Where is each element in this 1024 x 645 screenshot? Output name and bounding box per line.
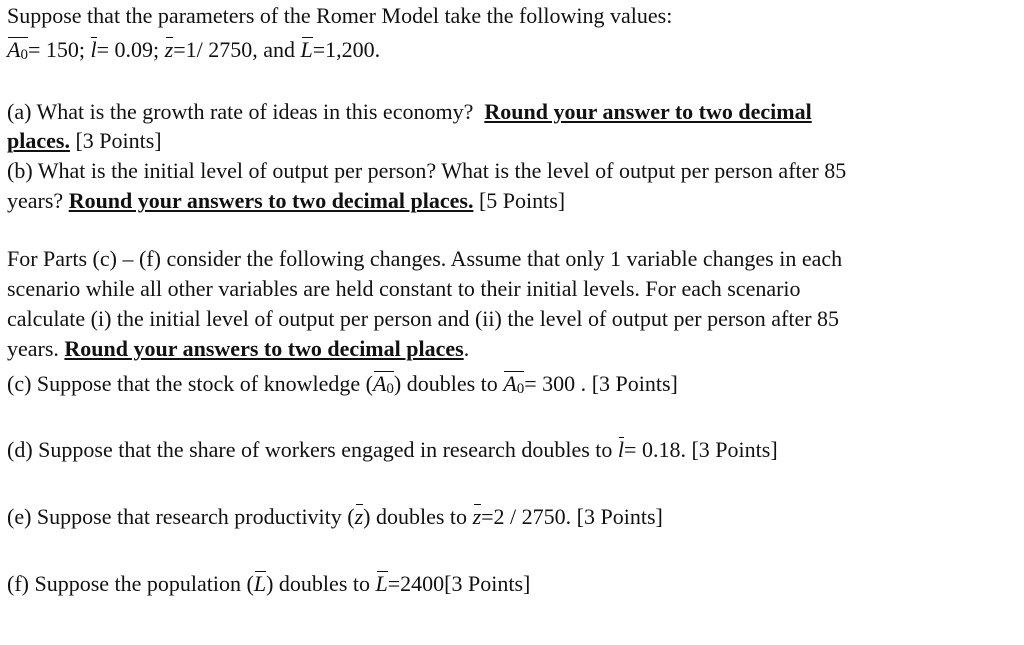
z-bar-symbol: z <box>164 37 174 62</box>
part-a-line-1: (a) What is the growth rate of ideas in this economy? Round your answer to two decimal <box>7 99 812 124</box>
a-bar-symbol: A0 <box>373 371 394 402</box>
z-bar-symbol: z <box>472 504 482 529</box>
part-f: (f) Suppose the population (L) doubles to L=2400[3 Points] <box>7 571 531 596</box>
part-b-line-1: (b) What is the initial level of output per person? What is the level of output per person after 85 <box>7 158 847 183</box>
l-value: = 0.09; <box>96 37 160 62</box>
part-a-line-2: places. [3 Points] <box>7 128 162 153</box>
a-bar-symbol: A0 <box>7 37 28 68</box>
cf-intro-line-1: For Parts (c) – (f) consider the following changes. Assume that only 1 variable changes in each <box>7 246 843 271</box>
intro-line-1: Suppose that the parameters of the Romer Model take the following values: <box>7 3 673 28</box>
z-bar-symbol: z <box>354 504 364 529</box>
cf-intro-line-3: calculate (i) the initial level of output per person and (ii) the level of output per person after 85 <box>7 306 840 331</box>
part-e: (e) Suppose that research productivity (z) doubles to z=2 / 2750. [3 Points] <box>7 504 663 529</box>
cf-intro-line-4: years. Round your answers to two decimal places. <box>7 336 470 361</box>
l-bar-symbol: l <box>617 437 625 462</box>
a-value: = 150; <box>27 37 85 62</box>
cf-intro-line-2: scenario while all other variables are held constant to their initial levels. For each scenario <box>7 276 801 301</box>
L-bar-symbol: L <box>300 37 313 62</box>
part-a-emphasis-cont: places. <box>7 128 70 153</box>
part-a-emphasis: Round your answer to two decimal <box>484 99 812 124</box>
part-b-line-2: years? Round your answers to two decimal places. [5 Points] <box>7 188 566 213</box>
L-bar-symbol: L <box>253 571 267 596</box>
L-value: =1,200. <box>312 37 381 62</box>
part-d: (d) Suppose that the share of workers engaged in research doubles to l= 0.18. [3 Points] <box>7 437 778 462</box>
part-c: (c) Suppose that the stock of knowledge (A0) doubles to A0= 300 . [3 Points] <box>7 371 678 402</box>
and-text: , and <box>252 37 295 62</box>
cf-emphasis: Round your answers to two decimal places <box>64 336 464 361</box>
part-b-emphasis: Round your answers to two decimal places. <box>68 188 474 213</box>
l-bar-symbol: l <box>90 37 97 62</box>
z-value: =1/ 2750 <box>173 37 253 62</box>
a-bar-symbol: A0 <box>503 371 524 402</box>
intro-parameters <box>7 37 380 68</box>
L-bar-symbol: L <box>375 571 388 596</box>
